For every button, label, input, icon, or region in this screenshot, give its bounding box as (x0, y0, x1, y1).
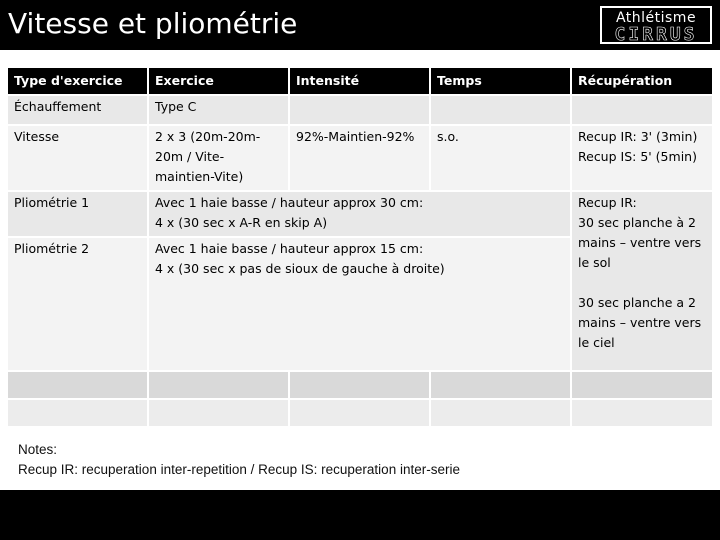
empty-cell (290, 400, 429, 426)
cell-type: Pliométrie 1 (8, 192, 147, 236)
table-row (8, 192, 712, 236)
col-header-intensite: Intensité (290, 68, 429, 94)
empty-cell (8, 400, 147, 426)
cell-recuperation (572, 96, 712, 124)
table-row-empty (8, 372, 712, 398)
cell-recuperation (572, 192, 712, 370)
cell-exercice (149, 192, 570, 236)
title-bar (0, 0, 720, 50)
notes-label: Notes: (18, 442, 58, 457)
training-table (6, 66, 714, 428)
empty-cell (8, 372, 147, 398)
cell-type: Échauffement (8, 96, 147, 124)
exercice-line: 4 x (30 sec x A-R en skip A) (155, 215, 328, 230)
cell-intensite: 92%-Maintien-92% (290, 126, 429, 190)
recup-is-text: Recup IS: 5' (5min) (578, 149, 697, 164)
notes-section (18, 440, 460, 480)
table-row (8, 126, 712, 190)
empty-cell (149, 372, 288, 398)
col-header-temps: Temps (431, 68, 570, 94)
spacer (578, 273, 706, 293)
empty-cell (572, 372, 712, 398)
cell-type: Pliométrie 2 (8, 238, 147, 370)
recup-ir-text: Recup IR: 3' (3min) (578, 129, 698, 144)
empty-cell (572, 400, 712, 426)
recup-heading: Recup IR: (578, 195, 637, 210)
club-logo (600, 6, 712, 44)
footer-bar (0, 490, 720, 540)
col-header-recuperation: Récupération (572, 68, 712, 94)
table-header-row (8, 68, 712, 94)
exercice-line: 4 x (30 sec x pas de sioux de gauche à droite) (155, 261, 445, 276)
empty-cell (290, 372, 429, 398)
recup-plank-up: 30 sec planche a 2 mains – ventre vers le ciel (578, 295, 702, 350)
cell-type: Vitesse (8, 126, 147, 190)
exercice-line: Avec 1 haie basse / hauteur approx 15 cm: (155, 241, 424, 256)
cell-exercice: Type C (149, 96, 288, 124)
cell-exercice (149, 238, 570, 370)
col-header-type: Type d'exercice (8, 68, 147, 94)
slide-content (0, 50, 720, 490)
recup-plank-down: 30 sec planche à 2 mains – ventre vers le sol (578, 215, 702, 270)
empty-cell (431, 400, 570, 426)
exercice-line: Avec 1 haie basse / hauteur approx 30 cm: (155, 195, 424, 210)
logo-text-top: Athlétisme (615, 10, 697, 26)
logo-text-bottom: CIRRUS (614, 24, 698, 45)
table-row (8, 96, 712, 124)
cell-exercice: 2 x 3 (20m-20m-20m / Vite-maintien-Vite) (149, 126, 288, 190)
empty-cell (149, 400, 288, 426)
empty-cell (431, 372, 570, 398)
col-header-exercice: Exercice (149, 68, 288, 94)
cell-intensite (290, 96, 429, 124)
cell-recuperation (572, 126, 712, 190)
table-row-empty (8, 400, 712, 426)
notes-text: Recup IR: recuperation inter-repetition / Recup IS: recuperation inter-serie (18, 462, 460, 477)
cell-temps: s.o. (431, 126, 570, 190)
page-title: Vitesse et pliométrie (8, 7, 298, 40)
cell-temps (431, 96, 570, 124)
